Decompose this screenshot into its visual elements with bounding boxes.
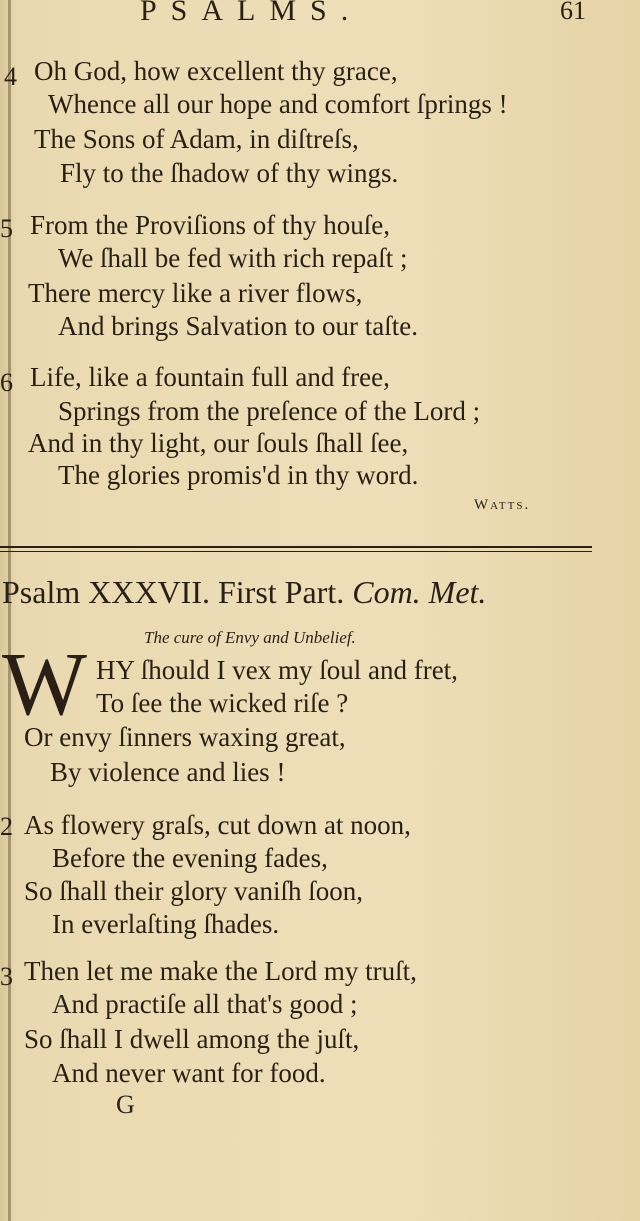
verse-line: Life, like a fountain full and free, <box>30 362 390 392</box>
psalm-subtitle: The cure of Envy and Unbelief. <box>144 628 356 647</box>
verse-line: Then let me make the Lord my truſt, <box>24 956 417 986</box>
verse-line: Springs from the preſence of the Lord ; <box>58 396 481 426</box>
section-divider <box>0 546 592 548</box>
verse-line: Fly to the ſhadow of thy wings. <box>60 158 399 188</box>
psalm-title: Psalm XXXVII. <box>2 574 210 610</box>
stanza-number: 6 <box>0 368 13 397</box>
verse-line: By violence and lies ! <box>50 757 286 787</box>
verse-line: HY ſhould I vex my ſoul and fret, <box>96 655 458 685</box>
verse-line: So ſhall I dwell among the juſt, <box>24 1024 360 1054</box>
verse-line: Or envy ſinners waxing great, <box>24 722 346 752</box>
verse-line: And in thy light, our ſouls ſhall ſee, <box>28 428 409 458</box>
verse-line: To ſee the wicked riſe ? <box>96 688 349 718</box>
verse-line: From the Proviſions of thy houſe, <box>30 210 390 240</box>
psalm-meter: Com. Met. <box>352 574 487 610</box>
psalm-part: First Part. <box>217 574 345 610</box>
verse-line: We ſhall be fed with rich repaſt ; <box>58 243 408 273</box>
verse-line: There mercy like a river flows, <box>28 278 363 308</box>
verse-line: And practiſe all that's good ; <box>52 989 358 1019</box>
section-divider-thin <box>0 551 592 552</box>
verse-line: Before the evening fades, <box>52 843 328 873</box>
verse-line: Oh God, how excellent thy grace, <box>34 56 398 86</box>
signature-mark: G <box>116 1090 135 1119</box>
author-attribution: Watts. <box>474 497 531 513</box>
drop-cap: W <box>2 635 87 734</box>
verse-line: And never want for food. <box>52 1058 326 1088</box>
verse-line: In everlaſting ſhades. <box>52 909 280 939</box>
verse-line: Whence all our hope and comfort ſprings ! <box>48 89 508 119</box>
verse-line: And brings Salvation to our taſte. <box>58 311 418 341</box>
running-head: PSALMS. <box>140 0 363 27</box>
stanza-number: 4 <box>4 62 17 91</box>
stanza-number: 5 <box>0 214 13 243</box>
verse-line: As flowery graſs, cut down at noon, <box>24 810 411 840</box>
stanza-number: 2 <box>0 812 13 841</box>
verse-line: The Sons of Adam, in diſtreſs, <box>34 124 359 154</box>
psalm-heading <box>2 574 486 611</box>
stanza-number: 3 <box>0 962 13 991</box>
page-number: 61 <box>560 0 586 25</box>
verse-line: So ſhall their glory vaniſh ſoon, <box>24 876 363 906</box>
verse-line: The glories promis'd in thy word. <box>58 460 419 490</box>
